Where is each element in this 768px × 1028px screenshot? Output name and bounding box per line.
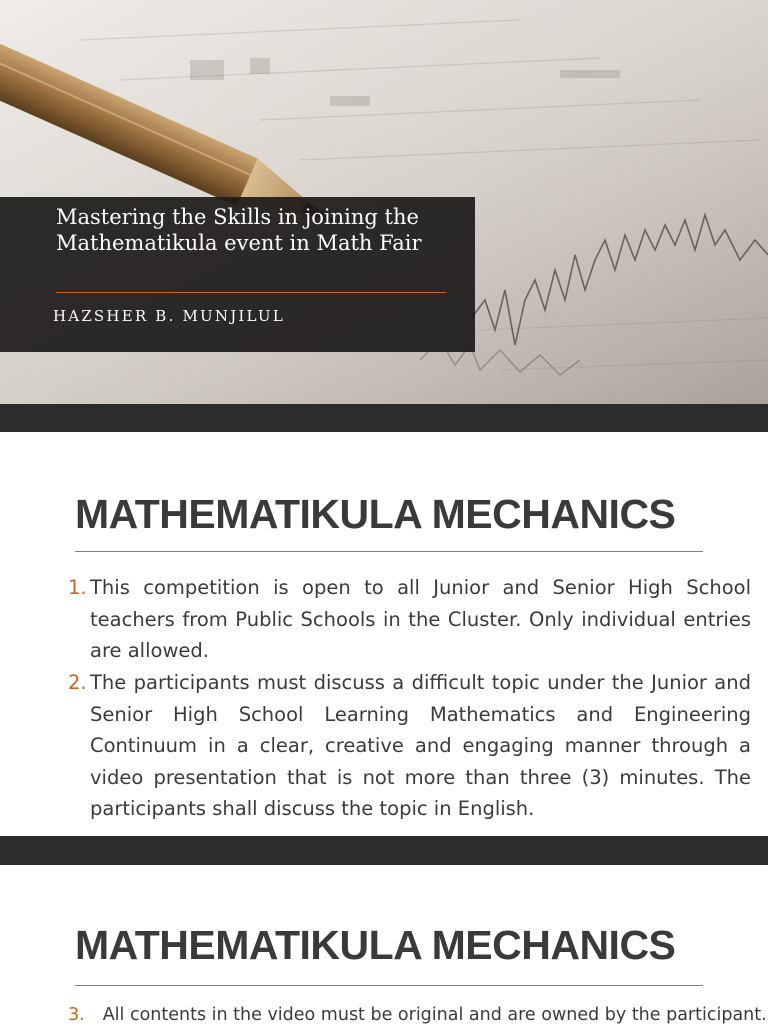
slide2-heading: MATHEMATIKULA MECHANICS <box>75 491 676 537</box>
list-item-text: This competition is open to all Junior and Senior High School teachers from Public Schools in the Cluster. Only individual entries are allowed. <box>90 576 751 662</box>
list-item-text: All contents in the video must be original and are owned by the participant. <box>102 1005 767 1025</box>
list-item <box>68 572 751 667</box>
slide3-heading: MATHEMATIKULA MECHANICS <box>75 922 676 968</box>
list-item-text: The participants must discuss a difficult topic under the Junior and Senior High School Learning Mathematics and Engineering Continuum in a clear, creative and engaging manner through a video presentation that is not more than three (3) minutes. The participants shall discuss the topic in English. <box>90 671 751 820</box>
list-number: 3. <box>68 1005 85 1025</box>
author-name: HAZSHER B. MUNJILUL <box>53 307 285 325</box>
slide-divider-band <box>0 836 768 865</box>
heading-underline <box>75 551 703 552</box>
list-item <box>68 667 751 825</box>
title-divider <box>56 292 446 293</box>
slide-divider-band <box>0 404 768 432</box>
title-slide <box>0 0 768 404</box>
list-item <box>68 1002 768 1028</box>
heading-underline <box>75 985 703 986</box>
list-number: 1. <box>68 576 87 599</box>
presentation-title: Mastering the Skills in joining the Mathematikula event in Math Fair <box>56 205 422 255</box>
list-number: 2. <box>68 671 87 694</box>
